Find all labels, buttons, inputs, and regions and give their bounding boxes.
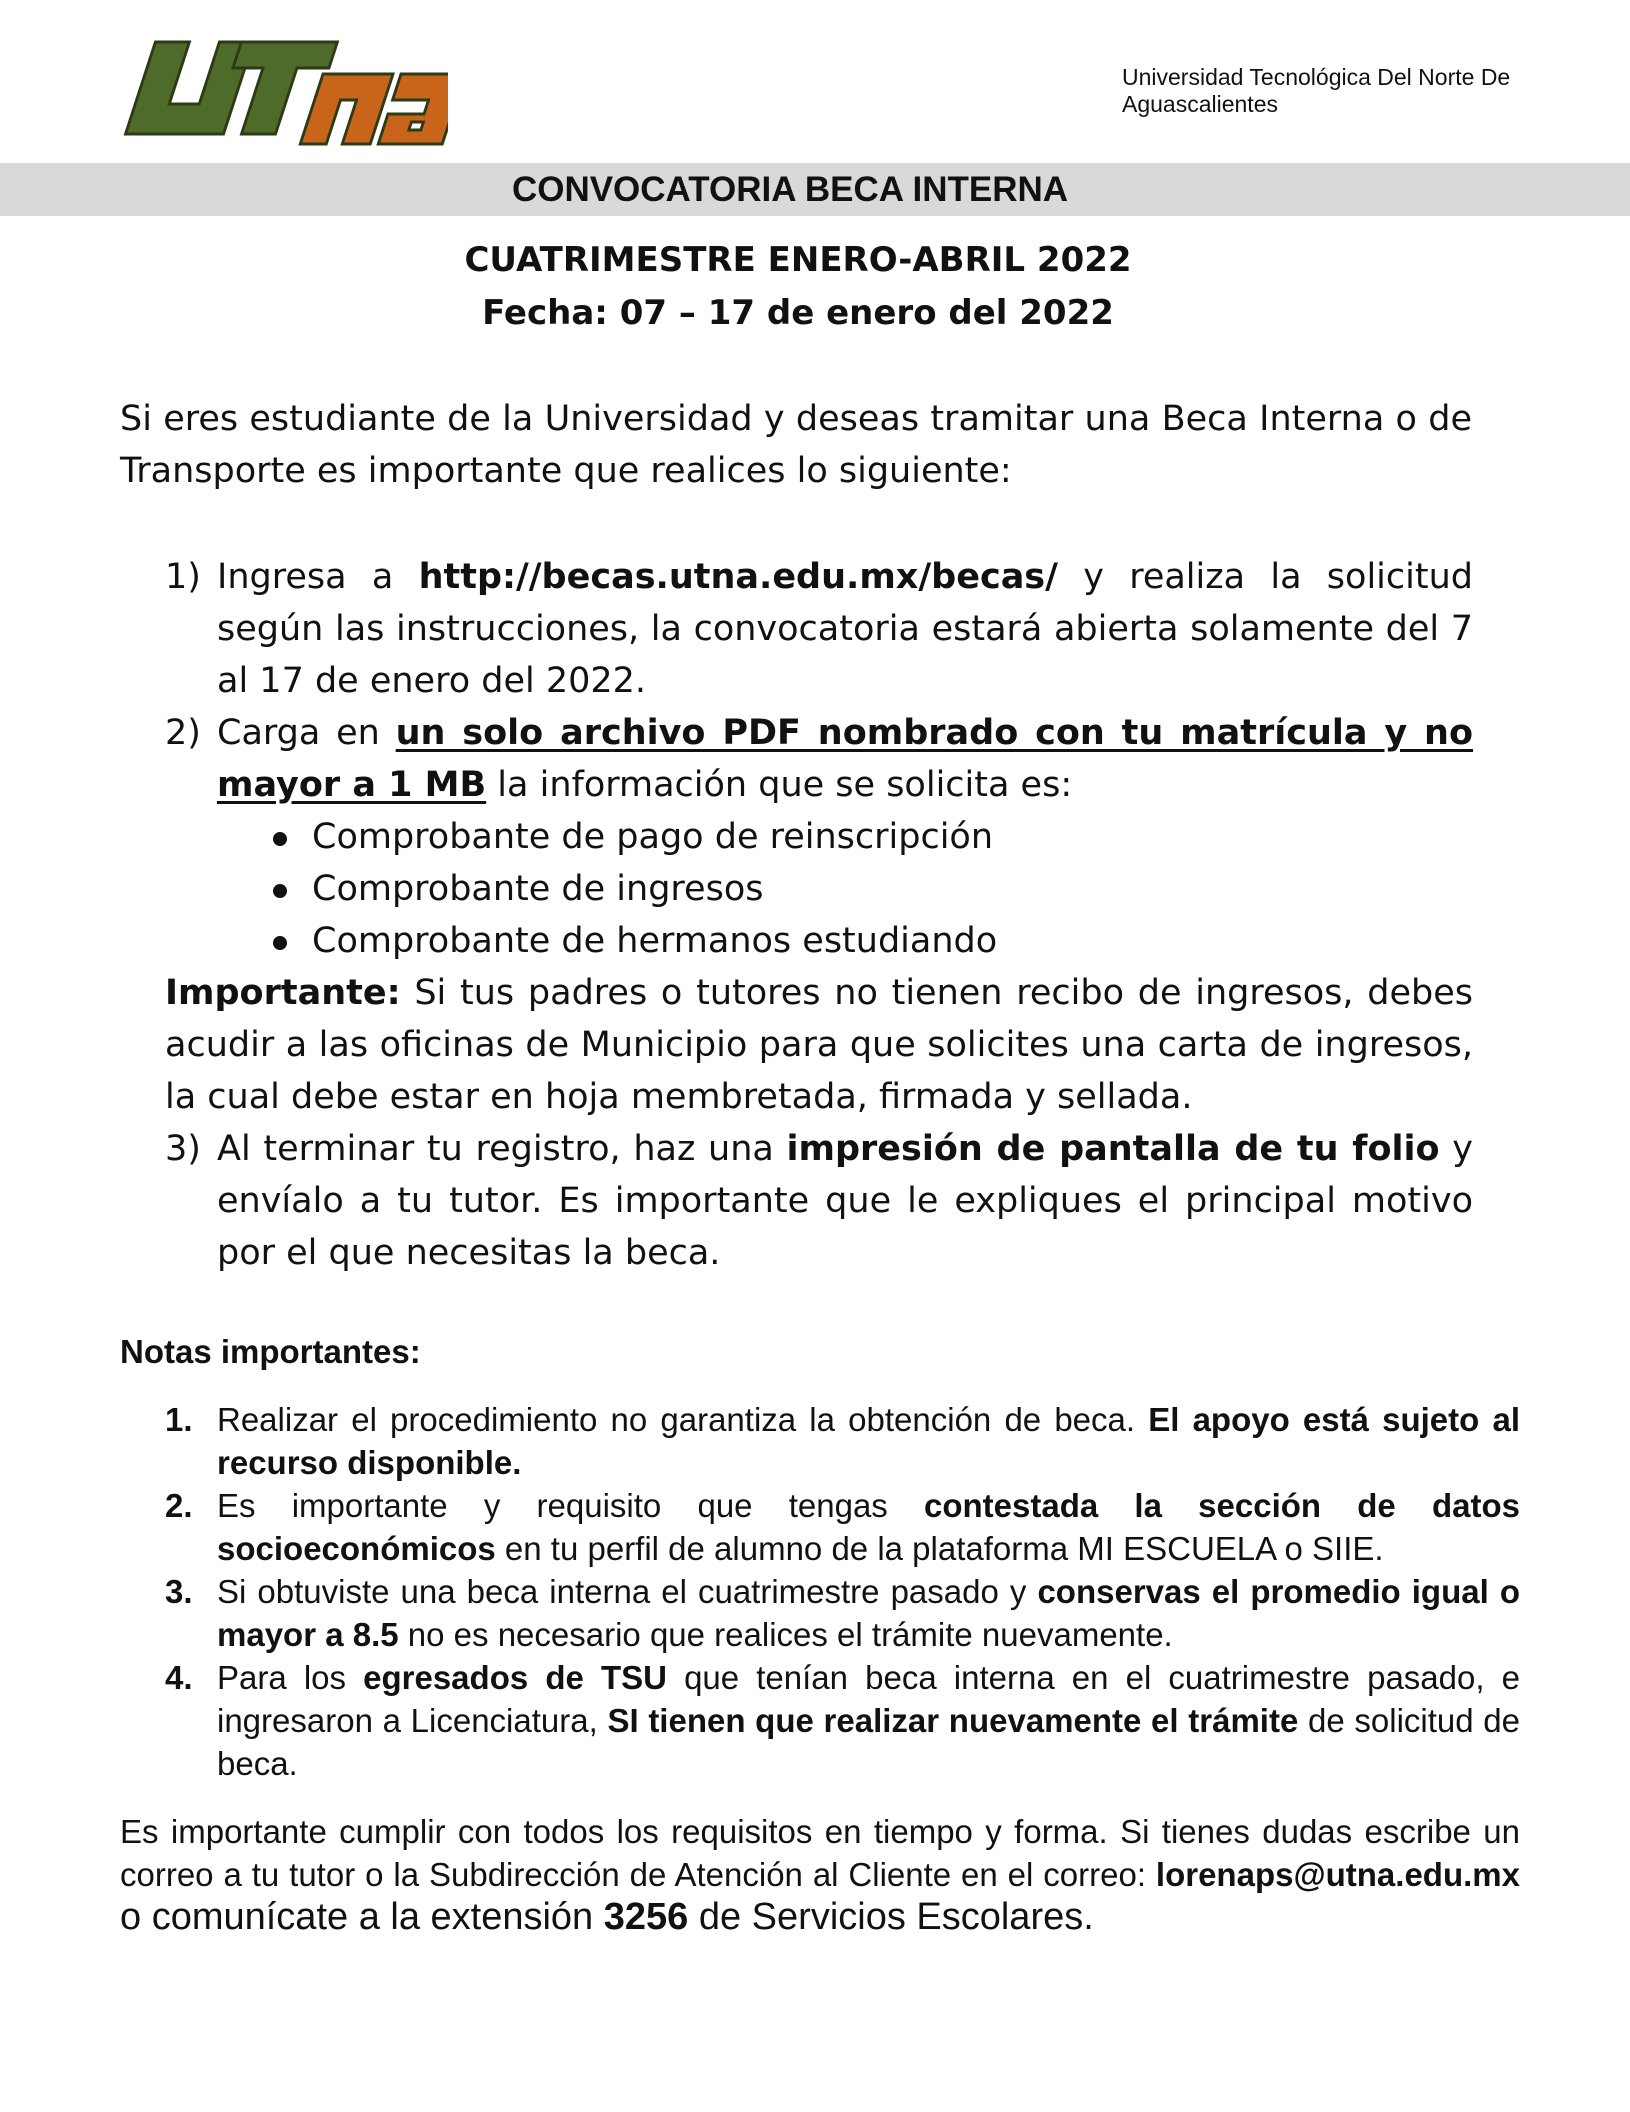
- note-text: Si obtuviste una beca interna el cuatrimestre pasado y: [217, 1573, 1038, 1610]
- university-name-line1: Universidad Tecnológica Del Norte De: [1122, 64, 1511, 90]
- closing-text: Es importante cumplir con todos los requisitos en tiempo y forma. Si tienes dudas escribe un correo a tu tutor o la Subdirección de Atención al Cliente en el correo:: [120, 1813, 1520, 1893]
- steps-list: [165, 551, 1473, 1279]
- step-1: [165, 551, 1473, 707]
- contact-email-link[interactable]: lorenaps@utna.edu.mx: [1155, 1856, 1520, 1893]
- note-number: 3.: [165, 1573, 193, 1610]
- note-text: en tu perfil de alumno de la plataforma MI ESCUELA o SIIE.: [495, 1530, 1384, 1567]
- closing-text: o comunícate a la extensión: [120, 1896, 604, 1938]
- note-emphasis: conservas el promedio igual o mayor a 8.5: [217, 1573, 1520, 1653]
- list-item: Comprobante de ingresos: [165, 863, 1473, 915]
- step-text: la información que se solicita es:: [486, 765, 1073, 805]
- step-text: y envíalo a tu tutor. Es importante que le expliques el principal motivo por el que necesitas la beca.: [217, 1129, 1473, 1273]
- note-text: Para los: [217, 1659, 364, 1696]
- note-2: [165, 1484, 1520, 1570]
- step-text: Al terminar tu registro, haz una: [217, 1129, 787, 1169]
- document-list: [165, 811, 1473, 967]
- note-text: Realizar el procedimiento no garantiza la obtención de beca.: [217, 1401, 1149, 1438]
- step-text: Ingresa a: [217, 557, 419, 597]
- note-number: 2.: [165, 1487, 193, 1524]
- note-number: 1.: [165, 1401, 193, 1438]
- closing-text: de Servicios Escolares.: [688, 1896, 1094, 1938]
- intro-paragraph: Si eres estudiante de la Universidad y deseas tramitar una Beca Interna o de Transporte es importante que realices lo siguiente:: [120, 399, 1472, 491]
- utna-logo: [118, 34, 448, 152]
- page-title: CONVOCATORIA BECA INTERNA: [511, 170, 1069, 209]
- important-text: Si tus padres o tutores no tienen recibo de ingresos, debes acudir a las oficinas de Municipio para que solicites una carta de ingresos, la cual debe estar en hoja membretada, firmada y sellada.: [165, 973, 1473, 1117]
- becas-url-link[interactable]: http://becas.utna.edu.mx/becas/: [418, 557, 1058, 597]
- important-note: [165, 967, 1473, 1123]
- date-range: Fecha: 07 – 17 de enero del 2022: [482, 293, 1114, 333]
- extension-number: 3256: [603, 1896, 689, 1938]
- closing-paragraph: [120, 1810, 1520, 1939]
- note-emphasis: egresados de TSU: [363, 1659, 667, 1696]
- note-text: no es necesario que realices el trámite nuevamente.: [398, 1616, 1173, 1653]
- note-number: 4.: [165, 1659, 193, 1696]
- note-emphasis: El apoyo está sujeto al recurso disponible.: [217, 1401, 1520, 1481]
- step-number: 3): [165, 1129, 201, 1169]
- step-number: 1): [165, 557, 201, 597]
- university-name-line2: Aguascalientes: [1122, 91, 1278, 117]
- pdf-requirement: un solo archivo PDF nombrado con tu matrícula y no mayor a 1 MB: [217, 713, 1473, 805]
- note-text: de solicitud de beca.: [217, 1702, 1521, 1782]
- note-emphasis: contestada la sección de datos socioeconómicos: [217, 1487, 1520, 1567]
- note-4: [165, 1656, 1520, 1785]
- notes-title: Notas importantes:: [120, 1333, 421, 1370]
- step-text: Carga en: [217, 713, 396, 753]
- list-item: Comprobante de hermanos estudiando: [165, 915, 1473, 967]
- note-1: [165, 1398, 1520, 1484]
- note-3: [165, 1570, 1520, 1656]
- step-number: 2): [165, 713, 201, 753]
- university-name: [1122, 64, 1510, 118]
- step-emphasis: impresión de pantalla de tu folio: [786, 1129, 1440, 1169]
- note-text: que tenían beca interna en el cuatrimestre pasado, e ingresaron a Licenciatura,: [217, 1659, 1520, 1739]
- note-text: Es importante y requisito que tengas: [217, 1487, 925, 1524]
- period-title: CUATRIMESTRE ENERO-ABRIL 2022: [464, 240, 1132, 280]
- notes-list: [165, 1398, 1520, 1785]
- list-item: Comprobante de pago de reinscripción: [165, 811, 1473, 863]
- step-text: y realiza la solicitud según las instrucciones, la convocatoria estará abierta solamente del 7 al 17 de enero del 2022.: [217, 557, 1473, 701]
- step-3: [165, 1123, 1473, 1279]
- step-2: [165, 707, 1473, 967]
- note-emphasis: SI tienen que realizar nuevamente el trámite: [607, 1702, 1299, 1739]
- important-label: Importante:: [165, 973, 401, 1013]
